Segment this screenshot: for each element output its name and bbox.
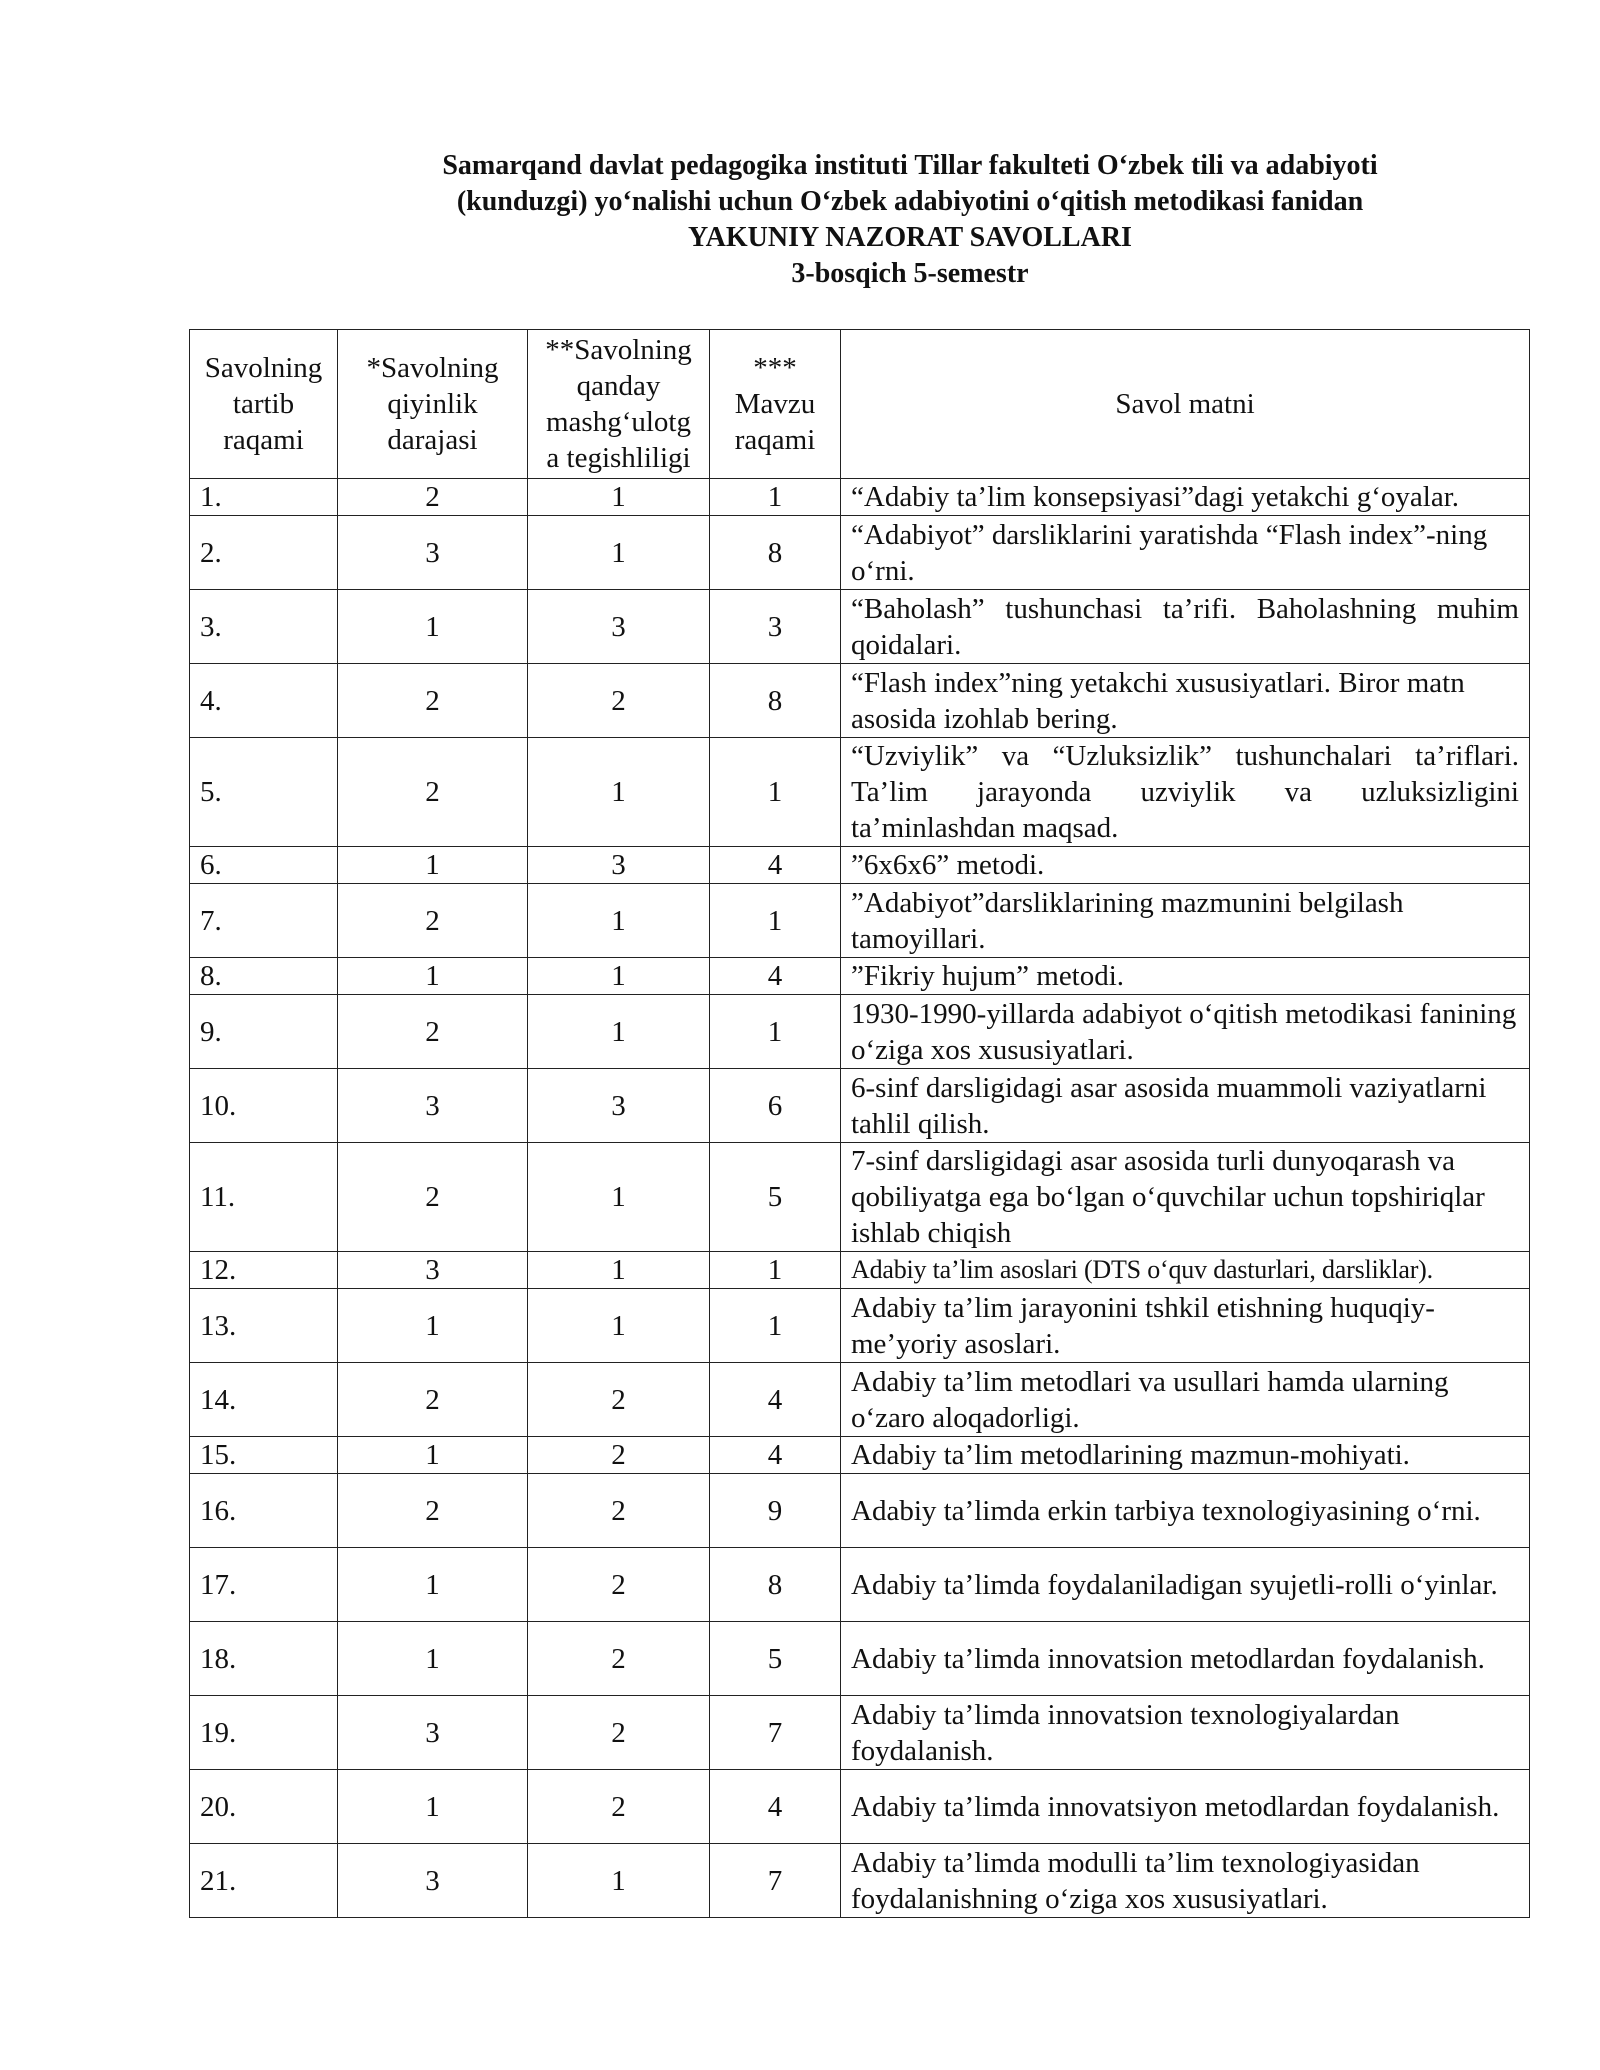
- cell-topic-number: 4: [710, 847, 841, 884]
- table-row: [190, 1474, 1530, 1548]
- col-header-line: darajasi: [387, 424, 478, 456]
- cell-question-text: Adabiy ta’lim metodlarining mazmun-mohiyati.: [841, 1437, 1530, 1474]
- questions-table: [189, 329, 1530, 1918]
- cell-order-number: 7.: [190, 884, 338, 958]
- cell-order-number: 13.: [190, 1289, 338, 1363]
- table-row: [190, 1069, 1530, 1143]
- table-row: [190, 1622, 1530, 1696]
- col-header-difficulty: [338, 330, 528, 479]
- table-row: [190, 516, 1530, 590]
- cell-order-number: 19.: [190, 1696, 338, 1770]
- cell-difficulty: 2: [338, 1143, 528, 1252]
- cell-difficulty: 1: [338, 1770, 528, 1844]
- cell-question-text: Adabiy ta’limda foydalaniladigan syujetli-rolli o‘yinlar.: [841, 1548, 1530, 1622]
- table-row: [190, 664, 1530, 738]
- cell-topic-number: 5: [710, 1622, 841, 1696]
- cell-topic-number: 7: [710, 1844, 841, 1918]
- cell-difficulty: 2: [338, 884, 528, 958]
- table-row: [190, 738, 1530, 847]
- cell-lesson-type: 1: [528, 1143, 710, 1252]
- cell-order-number: 1.: [190, 479, 338, 516]
- cell-order-number: 16.: [190, 1474, 338, 1548]
- cell-lesson-type: 2: [528, 664, 710, 738]
- cell-difficulty: 1: [338, 847, 528, 884]
- cell-question-text: Adabiy ta’lim asoslari (DTS o‘quv dasturlari, darsliklar).: [841, 1252, 1530, 1289]
- col-header-line: qiyinlik: [387, 388, 478, 420]
- cell-topic-number: 8: [710, 516, 841, 590]
- cell-question-text: “Adabiy ta’lim konsepsiyasi”dagi yetakchi g‘oyalar.: [841, 479, 1530, 516]
- cell-question-text: “Uzviylik” va “Uzluksizlik” tushunchalari ta’riflari. Ta’lim jarayonda uzviylik va uzluksizligini ta’minlashdan maqsad.: [841, 738, 1530, 847]
- cell-topic-number: 1: [710, 1289, 841, 1363]
- cell-order-number: 6.: [190, 847, 338, 884]
- col-header-line: **Savolning: [545, 334, 692, 366]
- cell-difficulty: 1: [338, 1289, 528, 1363]
- col-header-line: a tegishliligi: [546, 442, 691, 474]
- cell-order-number: 5.: [190, 738, 338, 847]
- cell-difficulty: 2: [338, 738, 528, 847]
- cell-lesson-type: 2: [528, 1696, 710, 1770]
- cell-difficulty: 1: [338, 1548, 528, 1622]
- cell-lesson-type: 2: [528, 1548, 710, 1622]
- cell-order-number: 10.: [190, 1069, 338, 1143]
- cell-topic-number: 4: [710, 1437, 841, 1474]
- cell-difficulty: 3: [338, 1696, 528, 1770]
- cell-difficulty: 2: [338, 664, 528, 738]
- cell-difficulty: 2: [338, 995, 528, 1069]
- cell-order-number: 8.: [190, 958, 338, 995]
- cell-question-text: “Adabiyot” darsliklarini yaratishda “Flash index”-ning o‘rni.: [841, 516, 1530, 590]
- table-header-row: [190, 330, 1530, 479]
- cell-topic-number: 4: [710, 958, 841, 995]
- cell-topic-number: 8: [710, 1548, 841, 1622]
- cell-topic-number: 1: [710, 995, 841, 1069]
- cell-difficulty: 3: [338, 1844, 528, 1918]
- col-header-line: raqami: [223, 424, 304, 456]
- col-header-line: qanday: [576, 370, 661, 402]
- table-row: [190, 1770, 1530, 1844]
- cell-difficulty: 3: [338, 516, 528, 590]
- cell-question-text: “Flash index”ning yetakchi xususiyatlari. Biror matn asosida izohlab bering.: [841, 664, 1530, 738]
- cell-question-text: ”Fikriy hujum” metodi.: [841, 958, 1530, 995]
- col-header-line: Savol matni: [1115, 388, 1255, 420]
- cell-difficulty: 2: [338, 479, 528, 516]
- cell-lesson-type: 3: [528, 1069, 710, 1143]
- cell-lesson-type: 3: [528, 590, 710, 664]
- cell-difficulty: 3: [338, 1252, 528, 1289]
- col-header-lesson-type: [528, 330, 710, 479]
- table-row: [190, 847, 1530, 884]
- col-header-line: raqami: [734, 424, 816, 456]
- cell-order-number: 14.: [190, 1363, 338, 1437]
- cell-question-text: 6-sinf darsligidagi asar asosida muammoli vaziyatlarni tahlil qilish.: [841, 1069, 1530, 1143]
- cell-topic-number: 8: [710, 664, 841, 738]
- cell-lesson-type: 2: [528, 1437, 710, 1474]
- cell-lesson-type: 1: [528, 1289, 710, 1363]
- cell-order-number: 4.: [190, 664, 338, 738]
- col-header-line: *Savolning: [366, 352, 499, 384]
- cell-topic-number: 9: [710, 1474, 841, 1548]
- header-line-2: (kunduzgi) yo‘nalishi uchun O‘zbek adabiyotini o‘qitish metodikasi fanidan: [456, 186, 1364, 217]
- cell-lesson-type: 1: [528, 738, 710, 847]
- cell-question-text: Adabiy ta’limda innovatsiyon metodlardan foydalanish.: [841, 1770, 1530, 1844]
- cell-difficulty: 2: [338, 1363, 528, 1437]
- cell-lesson-type: 2: [528, 1622, 710, 1696]
- table-row: [190, 1363, 1530, 1437]
- cell-topic-number: 4: [710, 1363, 841, 1437]
- cell-topic-number: 6: [710, 1069, 841, 1143]
- table-row: [190, 1696, 1530, 1770]
- cell-lesson-type: 2: [528, 1770, 710, 1844]
- table-row: [190, 1548, 1530, 1622]
- cell-question-text: Adabiy ta’limda innovatsion metodlardan foydalanish.: [841, 1622, 1530, 1696]
- cell-question-text: Adabiy ta’limda erkin tarbiya texnologiyasining o‘rni.: [841, 1474, 1530, 1548]
- table-row: [190, 995, 1530, 1069]
- table-row: [190, 590, 1530, 664]
- cell-lesson-type: 2: [528, 1474, 710, 1548]
- cell-lesson-type: 1: [528, 1252, 710, 1289]
- cell-lesson-type: 1: [528, 884, 710, 958]
- table-row: [190, 1143, 1530, 1252]
- cell-order-number: 21.: [190, 1844, 338, 1918]
- cell-order-number: 17.: [190, 1548, 338, 1622]
- cell-lesson-type: 3: [528, 847, 710, 884]
- header-line-1: Samarqand davlat pedagogika instituti Tillar fakulteti O‘zbek tili va adabiyoti: [442, 150, 1378, 181]
- cell-difficulty: 1: [338, 590, 528, 664]
- col-header-line: ***: [753, 352, 797, 384]
- cell-difficulty: 2: [338, 1474, 528, 1548]
- cell-topic-number: 1: [710, 479, 841, 516]
- cell-question-text: Adabiy ta’lim metodlari va usullari hamda ularning o‘zaro aloqadorligi.: [841, 1363, 1530, 1437]
- cell-order-number: 11.: [190, 1143, 338, 1252]
- col-header-line: Mavzu: [734, 388, 816, 420]
- cell-question-text: “Baholash” tushunchasi ta’rifi. Baholashning muhim qoidalari.: [841, 590, 1530, 664]
- cell-difficulty: 1: [338, 1437, 528, 1474]
- cell-order-number: 9.: [190, 995, 338, 1069]
- cell-topic-number: 1: [710, 1252, 841, 1289]
- document-header: [300, 148, 1520, 292]
- cell-lesson-type: 1: [528, 1844, 710, 1918]
- col-header-question-text: [841, 330, 1530, 479]
- table-body: [190, 479, 1530, 1918]
- cell-question-text: ”6x6x6” metodi.: [841, 847, 1530, 884]
- table-row: [190, 479, 1530, 516]
- cell-lesson-type: 1: [528, 958, 710, 995]
- header-title: YAKUNIY NAZORAT SAVOLLARI: [688, 222, 1132, 253]
- table-row: [190, 1289, 1530, 1363]
- cell-topic-number: 5: [710, 1143, 841, 1252]
- cell-difficulty: 1: [338, 958, 528, 995]
- table-row: [190, 1437, 1530, 1474]
- table-row: [190, 1844, 1530, 1918]
- col-header-order-number: [190, 330, 338, 479]
- cell-question-text: Adabiy ta’limda modulli ta’lim texnologiyasidan foydalanishning o‘ziga xos xususiyatlari.: [841, 1844, 1530, 1918]
- col-header-topic-number: [710, 330, 841, 479]
- table-row: [190, 884, 1530, 958]
- cell-question-text: 7-sinf darsligidagi asar asosida turli dunyoqarash va qobiliyatga ega bo‘lgan o‘quvchilar uchun topshiriqlar ishlab chiqish: [841, 1143, 1530, 1252]
- cell-difficulty: 1: [338, 1622, 528, 1696]
- cell-lesson-type: 1: [528, 516, 710, 590]
- col-header-line: tartib: [232, 388, 295, 420]
- cell-lesson-type: 1: [528, 479, 710, 516]
- cell-question-text: Adabiy ta’limda innovatsion texnologiyalardan foydalanish.: [841, 1696, 1530, 1770]
- cell-lesson-type: 2: [528, 1363, 710, 1437]
- cell-order-number: 18.: [190, 1622, 338, 1696]
- cell-question-text: 1930-1990-yillarda adabiyot o‘qitish metodikasi fanining o‘ziga xos xususiyatlari.: [841, 995, 1530, 1069]
- cell-question-text: Adabiy ta’lim jarayonini tshkil etishning huquqiy-me’yoriy asoslari.: [841, 1289, 1530, 1363]
- table-row: [190, 1252, 1530, 1289]
- cell-topic-number: 7: [710, 1696, 841, 1770]
- cell-topic-number: 1: [710, 884, 841, 958]
- cell-topic-number: 3: [710, 590, 841, 664]
- cell-lesson-type: 1: [528, 995, 710, 1069]
- col-header-line: mashg‘ulotg: [546, 406, 691, 438]
- cell-topic-number: 4: [710, 1770, 841, 1844]
- cell-order-number: 15.: [190, 1437, 338, 1474]
- cell-topic-number: 1: [710, 738, 841, 847]
- cell-order-number: 12.: [190, 1252, 338, 1289]
- cell-difficulty: 3: [338, 1069, 528, 1143]
- header-semester: 3-bosqich 5-semestr: [791, 258, 1029, 289]
- cell-order-number: 2.: [190, 516, 338, 590]
- cell-question-text: ”Adabiyot”darsliklarining mazmunini belgilash tamoyillari.: [841, 884, 1530, 958]
- cell-order-number: 3.: [190, 590, 338, 664]
- cell-order-number: 20.: [190, 1770, 338, 1844]
- table-row: [190, 958, 1530, 995]
- col-header-line: Savolning: [204, 352, 323, 384]
